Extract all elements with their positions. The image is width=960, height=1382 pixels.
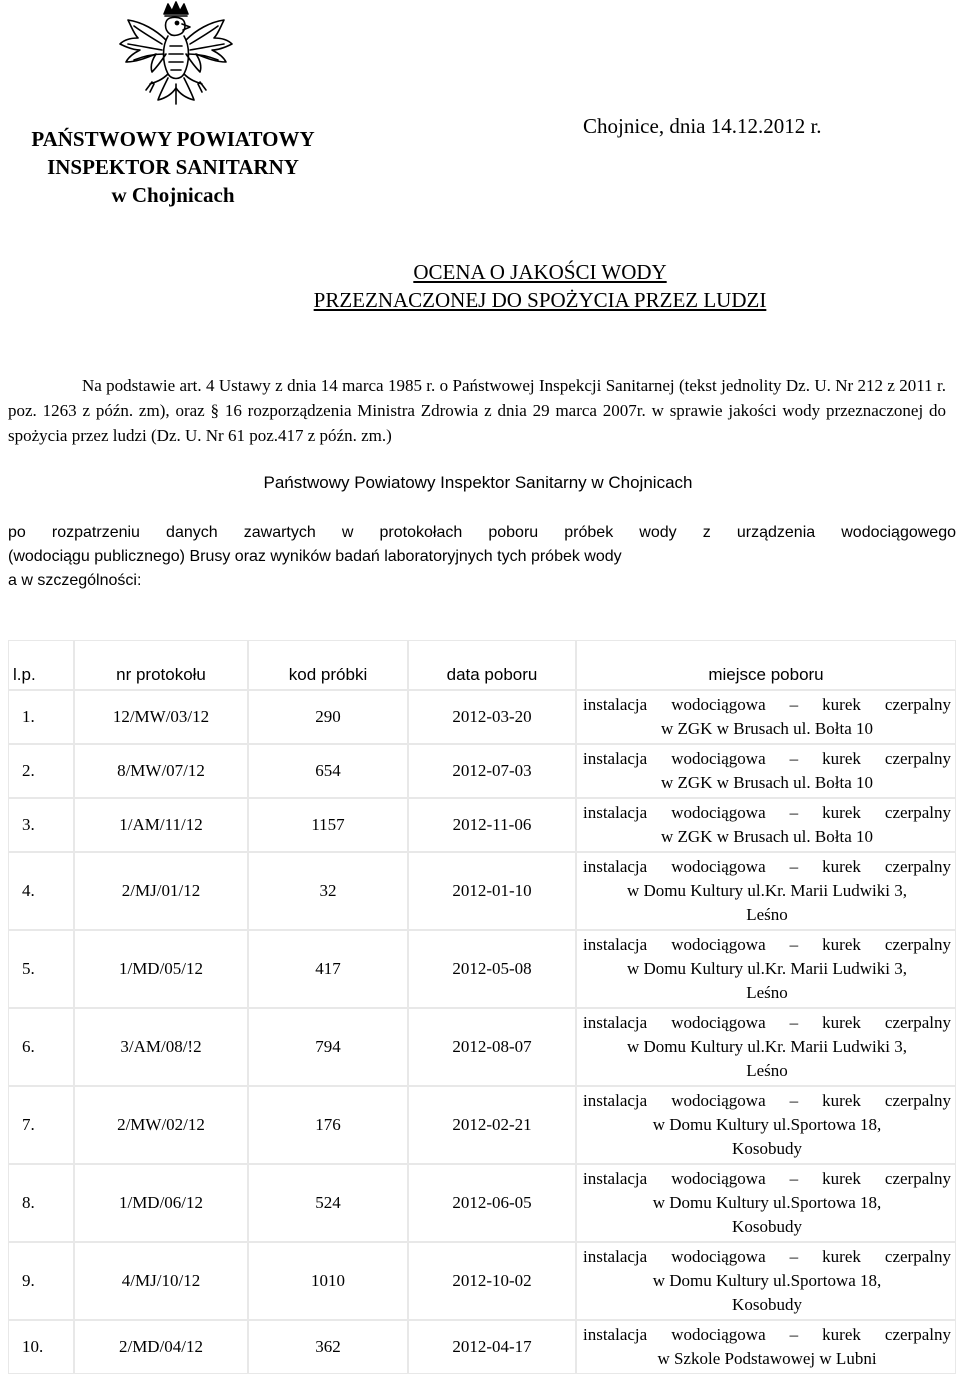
- row-sampling-place: [576, 798, 956, 852]
- place-line: Kosobudy: [732, 1139, 802, 1158]
- row-sampling-date: 2012-05-08: [408, 930, 576, 1008]
- row-sample-code: 32: [248, 852, 408, 930]
- consideration-line: po rozpatrzeniu danych zawartych w protokołach poboru próbek wody z urządzenia wodociągowego: [8, 524, 956, 541]
- row-lp: 9.: [8, 1242, 74, 1320]
- place-line: instalacja wodociągowa – kurek czerpalny: [583, 803, 951, 822]
- table-row: [8, 1320, 956, 1374]
- place-line: Leśno: [746, 983, 788, 1002]
- row-protocol: 1/MD/06/12: [74, 1164, 248, 1242]
- row-sampling-date: 2012-08-07: [408, 1008, 576, 1086]
- row-sample-code: 654: [248, 744, 408, 798]
- table-row: [8, 798, 956, 852]
- consideration-line: (wodociągu publicznego) Brusy oraz wyników badań laboratoryjnych tych próbek wody: [8, 548, 622, 565]
- row-lp: 5.: [8, 930, 74, 1008]
- row-sampling-date: 2012-07-03: [408, 744, 576, 798]
- place-line: instalacja wodociągowa – kurek czerpalny: [583, 695, 951, 714]
- place-line: w Domu Kultury ul.Sportowa 18,: [652, 1115, 882, 1134]
- row-sampling-place: [576, 930, 956, 1008]
- header-sampling-date: data poboru: [408, 640, 576, 690]
- consideration-paragraph: [8, 521, 956, 593]
- place-line: w Domu Kultury ul.Kr. Marii Ludwiki 3,: [626, 881, 907, 900]
- row-sampling-place: [576, 744, 956, 798]
- place-line: instalacja wodociągowa – kurek czerpalny: [583, 1013, 951, 1032]
- place-line: instalacja wodociągowa – kurek czerpalny: [583, 857, 951, 876]
- row-sampling-place: [576, 852, 956, 930]
- row-sample-code: 524: [248, 1164, 408, 1242]
- row-lp: 8.: [8, 1164, 74, 1242]
- row-sample-code: 362: [248, 1320, 408, 1374]
- place-line: instalacja wodociągowa – kurek czerpalny: [583, 1247, 951, 1266]
- title-line: PRZEZNACZONEJ DO SPOŻYCIA PRZEZ LUDZI: [313, 288, 767, 312]
- row-protocol: 3/AM/08/!2: [74, 1008, 248, 1086]
- row-protocol: 2/MW/02/12: [74, 1086, 248, 1164]
- place-line: instalacja wodociągowa – kurek czerpalny: [583, 1169, 951, 1188]
- row-lp: 10.: [8, 1320, 74, 1374]
- place-line: instalacja wodociągowa – kurek czerpalny: [583, 1325, 951, 1344]
- place-line: w Domu Kultury ul.Kr. Marii Ludwiki 3,: [626, 1037, 907, 1056]
- row-sampling-place: [576, 690, 956, 744]
- institution-line: PAŃSTWOWY POWIATOWY: [31, 127, 315, 151]
- city-date: Chojnice, dnia 14.12.2012 r.: [583, 114, 822, 138]
- consideration-line: a w szczególności:: [8, 572, 142, 589]
- document-title: [0, 258, 960, 318]
- table-row: [8, 1008, 956, 1086]
- row-lp: 6.: [8, 1008, 74, 1086]
- place-line: instalacja wodociągowa – kurek czerpalny: [583, 1091, 951, 1110]
- row-sampling-date: 2012-11-06: [408, 798, 576, 852]
- row-sample-code: 176: [248, 1086, 408, 1164]
- row-sampling-place: [576, 1008, 956, 1086]
- header-sampling-place: miejsce poboru: [576, 640, 956, 690]
- row-protocol: 4/MJ/10/12: [74, 1242, 248, 1320]
- header-lp: l.p.: [8, 640, 74, 690]
- row-sampling-date: 2012-01-10: [408, 852, 576, 930]
- place-line: Kosobudy: [732, 1217, 802, 1236]
- table-row: [8, 930, 956, 1008]
- row-lp: 2.: [8, 744, 74, 798]
- row-protocol: 2/MD/04/12: [74, 1320, 248, 1374]
- row-sampling-place: [576, 1242, 956, 1320]
- header-sample-code: kod próbki: [248, 640, 408, 690]
- samples-table: [8, 640, 956, 1374]
- row-sampling-place: [576, 1320, 956, 1374]
- row-sampling-place: [576, 1164, 956, 1242]
- place-line: Leśno: [746, 1061, 788, 1080]
- row-lp: 3.: [8, 798, 74, 852]
- row-lp: 1.: [8, 690, 74, 744]
- row-sampling-date: 2012-10-02: [408, 1242, 576, 1320]
- row-protocol: 1/MD/05/12: [74, 930, 248, 1008]
- row-sampling-place: [576, 1086, 956, 1164]
- row-sampling-date: 2012-06-05: [408, 1164, 576, 1242]
- table-row: [8, 1164, 956, 1242]
- row-sample-code: 1010: [248, 1242, 408, 1320]
- row-sample-code: 794: [248, 1008, 408, 1086]
- row-protocol: 1/AM/11/12: [74, 798, 248, 852]
- table-row: [8, 852, 956, 930]
- row-protocol: 2/MJ/01/12: [74, 852, 248, 930]
- place-line: w Szkole Podstawowej w Lubni: [657, 1349, 877, 1368]
- place-line: instalacja wodociągowa – kurek czerpalny: [583, 935, 951, 954]
- place-line: instalacja wodociągowa – kurek czerpalny: [583, 749, 951, 768]
- institution-header: [0, 126, 346, 210]
- row-sampling-date: 2012-04-17: [408, 1320, 576, 1374]
- authority-name: Państwowy Powiatowy Inspektor Sanitarny w Chojnicach: [263, 473, 693, 492]
- institution-line: w Chojnicach: [111, 183, 235, 207]
- row-protocol: 8/MW/07/12: [74, 744, 248, 798]
- row-sampling-date: 2012-02-21: [408, 1086, 576, 1164]
- row-lp: 4.: [8, 852, 74, 930]
- header-protocol: nr protokołu: [74, 640, 248, 690]
- row-sampling-date: 2012-03-20: [408, 690, 576, 744]
- place-line: w Domu Kultury ul.Sportowa 18,: [652, 1271, 882, 1290]
- row-protocol: 12/MW/03/12: [74, 690, 248, 744]
- place-line: w ZGK w Brusach ul. Bołta 10: [660, 773, 873, 792]
- title-line: OCENA O JAKOŚCI WODY: [413, 260, 667, 284]
- row-sample-code: 417: [248, 930, 408, 1008]
- table-row: [8, 690, 956, 744]
- row-sample-code: 290: [248, 690, 408, 744]
- polish-eagle-emblem-icon: [112, 0, 240, 118]
- place-line: Kosobudy: [732, 1295, 802, 1314]
- table-row: [8, 744, 956, 798]
- legal-basis-paragraph: Na podstawie art. 4 Ustawy z dnia 14 marca 1985 r. o Państwowej Inspekcji Sanitarnej (tekst jednolity Dz. U. Nr 212 z 2011 r. poz. 1263 z późn. zm), oraz § 16 rozporządzenia Ministra Zdrowia z dnia 29 marca 2007r. w sprawie jakości wody przeznaczonej do spożycia przez ludzi (Dz. U. Nr 61 poz.417 z późn. zm.): [8, 376, 946, 445]
- place-line: w ZGK w Brusach ul. Bołta 10: [660, 827, 873, 846]
- place-line: Leśno: [746, 905, 788, 924]
- row-sample-code: 1157: [248, 798, 408, 852]
- table-row: [8, 1242, 956, 1320]
- row-lp: 7.: [8, 1086, 74, 1164]
- place-line: w Domu Kultury ul.Sportowa 18,: [652, 1193, 882, 1212]
- place-line: w ZGK w Brusach ul. Bołta 10: [660, 719, 873, 738]
- table-row: [8, 1086, 956, 1164]
- table-header-row: [8, 640, 956, 690]
- institution-line: INSPEKTOR SANITARNY: [47, 155, 299, 179]
- place-line: w Domu Kultury ul.Kr. Marii Ludwiki 3,: [626, 959, 907, 978]
